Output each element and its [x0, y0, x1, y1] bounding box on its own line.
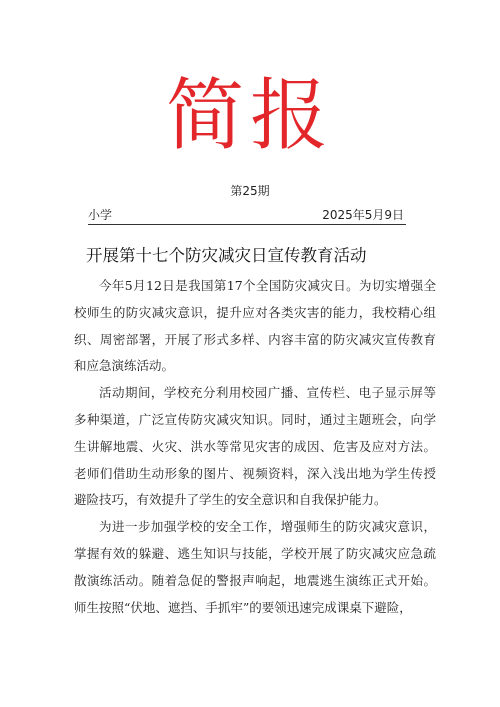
organization-name: 小学: [88, 208, 113, 222]
article-paragraph: 为进一步加强学校的安全工作，增强师生的防灾减灾意识，掌握有效的躲避、逃生知识与技能，学校开展了防灾减灾应急疏散演练活动。随着急促的警报声响起，地震逃生演练正式开始。师生按照“伏地、遮挡、手抓牢”的要领迅速完成课桌下避险，: [74, 519, 436, 615]
article-paragraph: 活动期间，学校充分利用校园广播、宣传栏、电子显示屏等多种渠道，广泛宣传防灾减灾知识。同时，通过主题班会，向学生讲解地震、火灾、洪水等常见灾害的成因、危害及应对方法。老师们借助生动形象的图片、视频资料，深入浅出地为学生传授避险技巧，有效提升了学生的安全意识和自我保护能力。: [74, 385, 436, 508]
issue-number: 第25期: [230, 184, 270, 198]
article-body: [74, 273, 436, 621]
publish-date: 2025年5月9日: [322, 208, 404, 222]
bulletin-title: 简报: [165, 71, 334, 161]
article-headline: 开展第十七个防灾减灾日宣传教育活动: [86, 246, 367, 265]
article-paragraph: 今年5月12日是我国第17个全国防灾减灾日。为切实增强全校师生的防灾减灾意识，提升应对各类灾害的能力，我校精心组织、周密部署，开展了形式多样、内容丰富的防灾减灾宣传教育和应急演练活动。: [74, 278, 436, 374]
bulletin-meta-row: [88, 204, 406, 225]
